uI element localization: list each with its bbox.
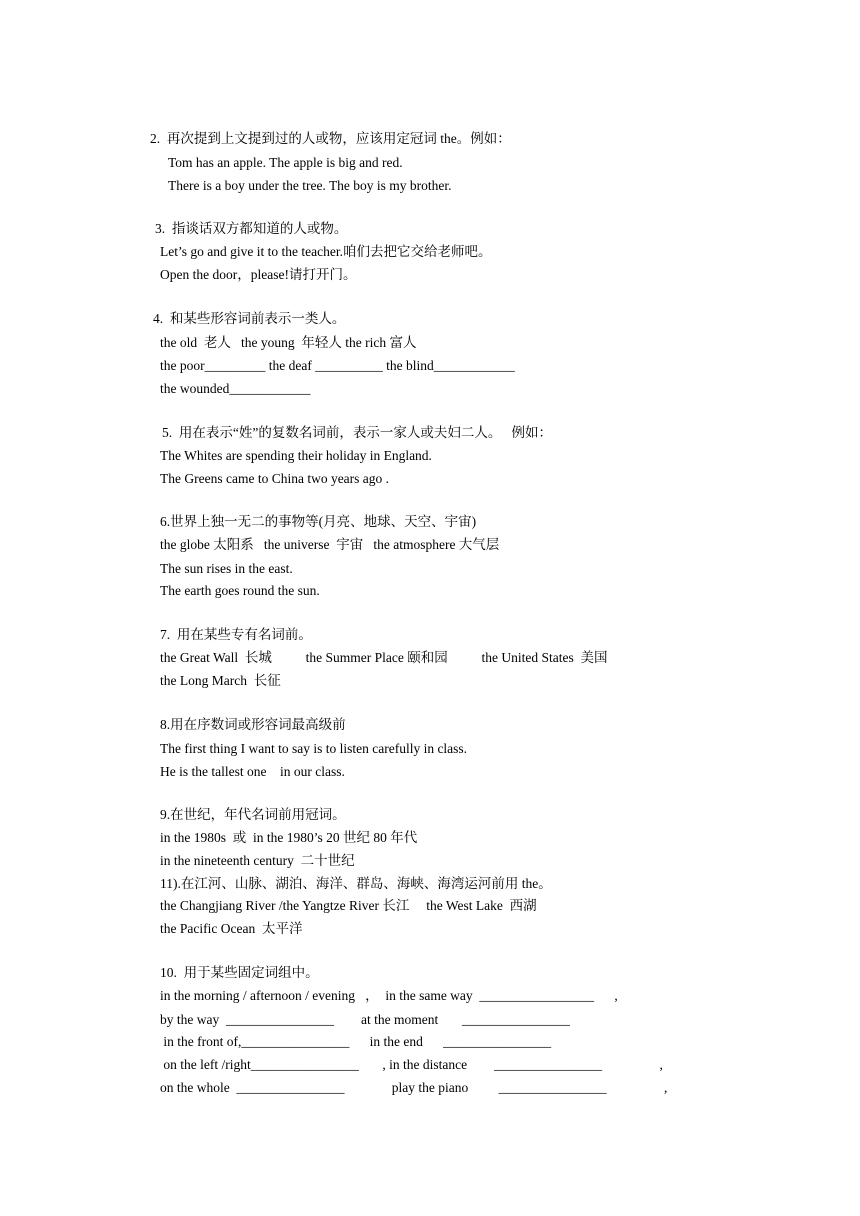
section-7-heading: 7. 用在某些专有名词前。 [160,627,312,642]
section-7-line-1: the Great Wall 长城 the Summer Place 颐和园 the United States 美国 [160,650,608,665]
section-6-line-2: The sun rises in the east. [160,561,293,576]
section-3-heading: 3. 指谈话双方都知道的人或物。 [155,221,348,236]
section-10-line-2: by the way ________________ at the moment ________________ [160,1012,570,1027]
section-6-line-1: the globe 太阳系 the universe 宇宙 the atmosphere 大气层 [160,537,500,552]
section-3-example-2: Open the door，please!请打开门。 [160,267,357,282]
section-4-line-2: the poor_________ the deaf __________ the blind____________ [160,358,515,373]
section-11-line-1: the Changjiang River /the Yangtze River 长江 the West Lake 西湖 [160,898,537,913]
section-6-line-3: The earth goes round the sun. [160,583,320,598]
section-4-heading: 4. 和某些形容词前表示一类人。 [153,311,346,326]
section-11-line-2: the Pacific Ocean 太平洋 [160,921,303,936]
section-8-heading: 8.用在序数词或形容词最高级前 [160,717,346,732]
section-2-example-2: There is a boy under the tree. The boy is my brother. [168,178,452,193]
section-6-heading: 6.世界上独一无二的事物等(月亮、地球、天空、宇宙) [160,514,477,529]
section-9-line-1: in the 1980s 或 in the 1980’s 20 世纪 80 年代 [160,830,418,845]
section-9-heading: 9.在世纪，年代名词前用冠词。 [160,807,346,822]
section-5-example-1: The Whites are spending their holiday in England. [160,448,432,463]
section-2-example-1: Tom has an apple. The apple is big and red. [168,155,403,170]
section-9-line-2: in the nineteenth century 二十世纪 [160,853,355,868]
section-10-heading: 10. 用于某些固定词组中。 [160,965,319,980]
section-5-example-2: The Greens came to China two years ago . [160,471,390,486]
section-2-heading: 2. 再次提到上文提到过的人或物，应该用定冠词 the。例如： [150,131,511,146]
section-8-example-1: The first thing I want to say is to listen carefully in class. [160,741,468,756]
section-10-line-3: in the front of,________________ in the end ________________ [160,1034,552,1049]
section-4-line-1: the old 老人 the young 年轻人 the rich 富人 [160,335,417,350]
section-11-heading: 11).在江河、山脉、湖泊、海洋、群岛、海峡、海湾运河前用 the。 [160,876,552,891]
section-10-line-4: on the left /right________________ , in the distance ________________ , [160,1057,663,1072]
section-7-line-2: the Long March 长征 [160,673,281,688]
section-8-example-2: He is the tallest one in our class. [160,764,345,779]
section-5-heading: 5. 用在表示“姓”的复数名词前，表示一家人或夫妇二人。 例如： [162,425,552,440]
section-4-line-3: the wounded____________ [160,381,311,396]
section-3-example-1: Let’s go and give it to the teacher.咱们去把它交给老师吧。 [160,244,492,259]
section-10-line-1: in the morning / afternoon / evening ， in the same way _________________ , [160,988,618,1003]
section-10-line-5: on the whole ________________ play the piano ________________ , [160,1080,668,1095]
